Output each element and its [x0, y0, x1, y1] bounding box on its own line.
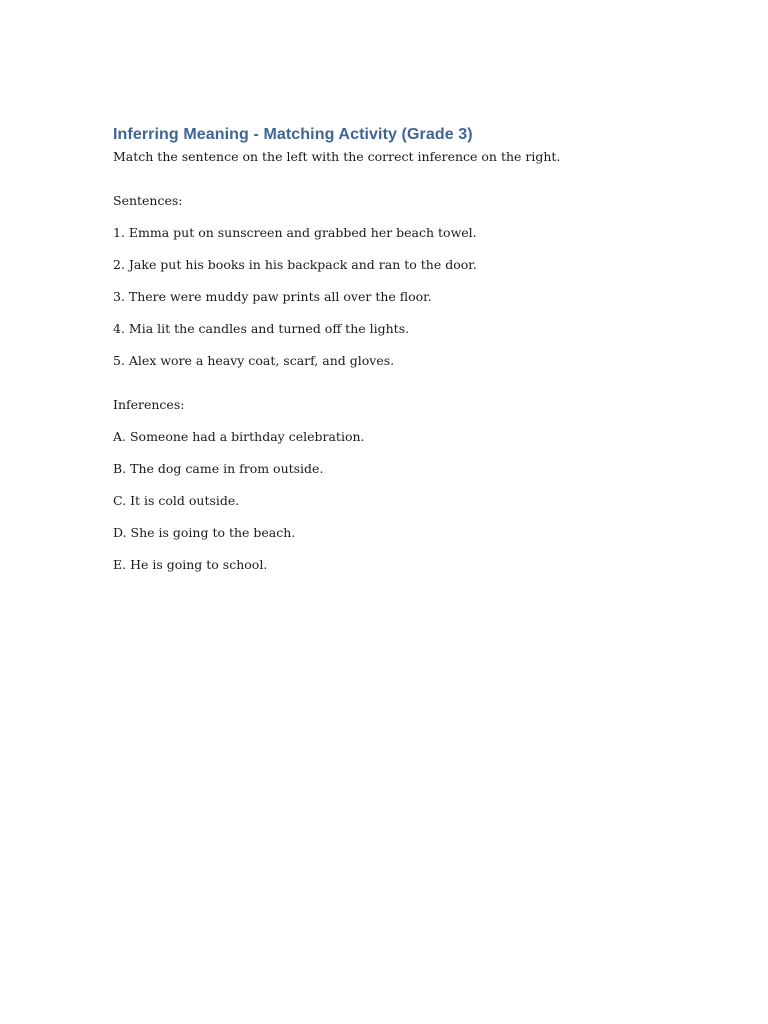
sentence-item-5: 5. Alex wore a heavy coat, scarf, and gloves. — [113, 353, 395, 368]
sentences-heading: Sentences: — [113, 193, 183, 208]
inference-item-b: B. The dog came in from outside. — [113, 461, 324, 476]
inferences-heading: Inferences: — [113, 397, 185, 412]
document-body — [113, 124, 673, 574]
inference-item-e: E. He is going to school. — [113, 557, 268, 572]
sentence-item-2: 2. Jake put his books in his backpack and ran to the door. — [113, 257, 477, 272]
sentence-item-4: 4. Mia lit the candles and turned off the lights. — [113, 321, 410, 336]
inference-item-d: D. She is going to the beach. — [113, 525, 296, 540]
document-title: Inferring Meaning - Matching Activity (Grade 3) — [113, 126, 473, 143]
instructions: Match the sentence on the left with the correct inference on the right. — [113, 149, 561, 164]
sentence-item-3: 3. There were muddy paw prints all over the floor. — [113, 289, 432, 304]
inference-item-c: C. It is cold outside. — [113, 493, 240, 508]
sentence-item-1: 1. Emma put on sunscreen and grabbed her beach towel. — [113, 225, 477, 240]
inference-item-a: A. Someone had a birthday celebration. — [113, 429, 365, 444]
